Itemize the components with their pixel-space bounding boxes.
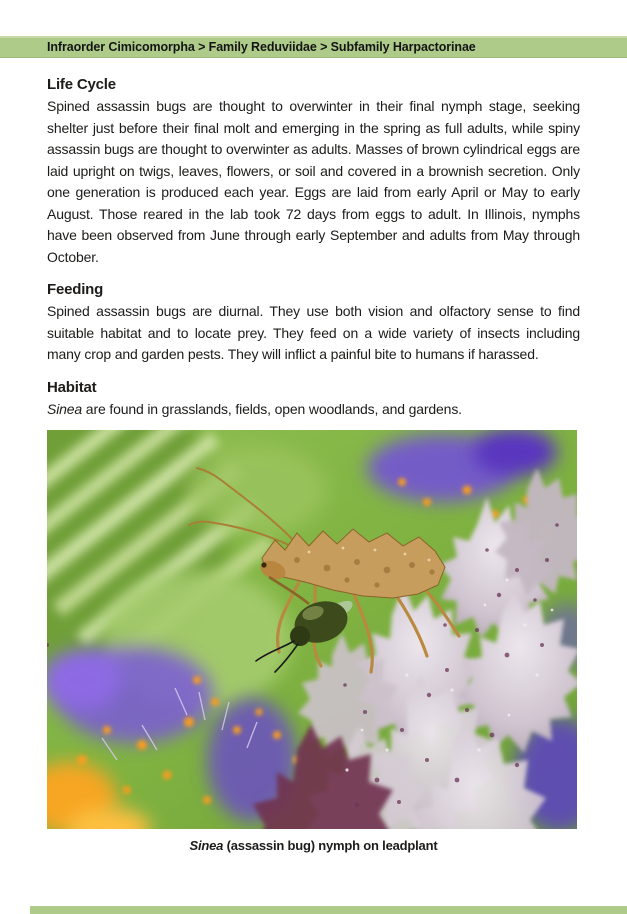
caption-genus: Sinea [189, 838, 224, 853]
figure [47, 430, 580, 853]
section-heading-feeding: Feeding [47, 281, 104, 298]
header-band [0, 36, 627, 58]
section-habitat [47, 379, 580, 421]
assassin-bug-photo [47, 430, 577, 829]
section-body-habitat [47, 399, 580, 421]
caption-text: (assassin bug) nymph on leadplant [223, 838, 438, 853]
habitat-text: are found in grasslands, fields, open woodlands, and gardens. [82, 400, 462, 417]
genus-name: Sinea [47, 400, 83, 417]
section-life-cycle [47, 76, 580, 268]
bee-head [290, 626, 310, 646]
page-content [47, 76, 580, 853]
bug-eye [261, 562, 266, 567]
figure-caption [47, 838, 580, 853]
section-body-life-cycle: Spined assassin bugs are thought to overwinter in their final nymph stage, seeking shelter just before their final molt and emerging in the spring as full adults, while spiny assassin bugs are thought to overwinter as adults. Masses of brown cylindrical eggs are laid upright on twigs, leaves, flowers, or soil and covered in a brownish secretion. Only one generation is produced each year. Eggs are laid from early April or May to early August. Those reared in the lab took 72 days from eggs to adult. In Illinois, nymphs have been observed from June through early September and adults from May through October. [47, 98, 580, 265]
section-feeding [47, 281, 580, 366]
section-body-feeding: Spined assassin bugs are diurnal. They use both vision and olfactory sense to find suitable habitat and to locate prey. They feed on a wide variety of insects including many crop and garden pests. They will inflict a painful bite to humans if harassed. [47, 303, 580, 362]
footer-band [30, 906, 627, 914]
breadcrumb: Infraorder Cimicomorpha > Family Reduviidae > Subfamily Harpactorinae [47, 40, 476, 54]
section-heading-habitat: Habitat [47, 378, 97, 396]
section-heading-life-cycle: Life Cycle [47, 76, 116, 93]
assassin-bug-photo-illustration [47, 430, 577, 829]
